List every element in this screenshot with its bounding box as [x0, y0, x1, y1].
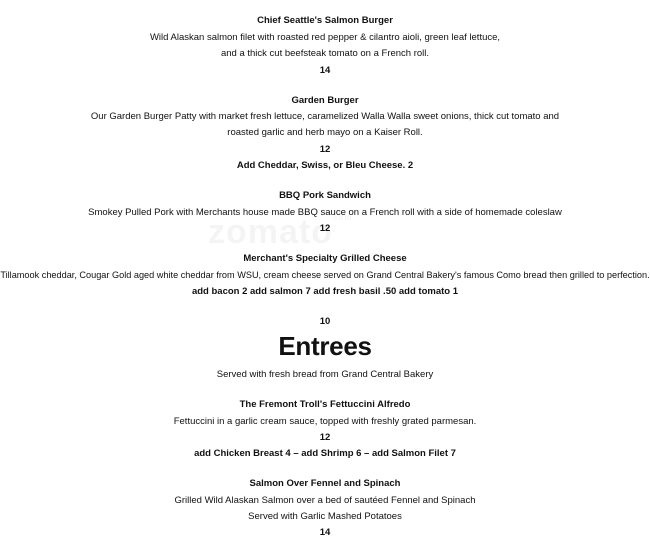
menu-item-name: The Fremont Troll's Fettuccini Alfredo: [239, 399, 411, 410]
menu-item-description: Grilled Wild Alaskan Salmon over a bed of sautéed Fennel and Spinach: [174, 495, 476, 506]
menu-item-description: and a thick cut beefsteak tomato on a French roll.: [220, 48, 430, 59]
menu-item-name: Chief Seattle's Salmon Burger: [257, 15, 393, 26]
menu-item-description: Wild Alaskan salmon filet with roasted red pepper & cilantro aioli, green leaf lettuce,: [149, 32, 501, 43]
menu-item-addon: Add Cheddar, Swiss, or Bleu Cheese. 2: [236, 160, 414, 171]
section-subtitle: Served with fresh bread from Grand Central Bakery: [216, 369, 434, 380]
menu-item-price: 10: [319, 316, 331, 327]
menu-item-description: Smokey Pulled Pork with Merchants house made BBQ sauce on a French roll with a side of homemade coleslaw: [88, 207, 562, 218]
menu-item-addon: add Chicken Breast 4 – add Shrimp 6 – add Salmon Filet 7: [194, 448, 456, 459]
section-title: Entrees: [278, 331, 372, 361]
menu-item-price: 12: [319, 223, 331, 234]
menu-item-price: 12: [319, 144, 331, 155]
menu-item-description: roasted garlic and herb mayo on a Kaiser Roll.: [227, 127, 423, 138]
menu-item-name: Garden Burger: [291, 95, 359, 106]
menu-item-description: Served with Garlic Mashed Potatoes: [248, 511, 402, 522]
menu-item-name: BBQ Pork Sandwich: [279, 190, 371, 201]
menu-item-price: 12: [319, 432, 331, 443]
menu-item-description: Tillamook cheddar, Cougar Gold aged white cheddar from WSU, cream cheese served on Grand Central Bakery's famous Como bread then grilled to perfection.: [0, 270, 650, 280]
menu-item-name: Merchant's Specialty Grilled Cheese: [243, 253, 407, 264]
menu-item-description: Our Garden Burger Patty with market fresh lettuce, caramelized Walla Walla sweet onions, thick cut tomato and: [90, 111, 560, 122]
menu-item-addon: add bacon 2 add salmon 7 add fresh basil .50 add tomato 1: [191, 286, 459, 297]
menu-item-description: Fettuccini in a garlic cream sauce, topped with freshly grated parmesan.: [173, 416, 477, 427]
menu-item-price: 14: [319, 527, 331, 538]
menu-item-name: Salmon Over Fennel and Spinach: [249, 478, 401, 489]
menu-item-price: 14: [319, 65, 331, 76]
